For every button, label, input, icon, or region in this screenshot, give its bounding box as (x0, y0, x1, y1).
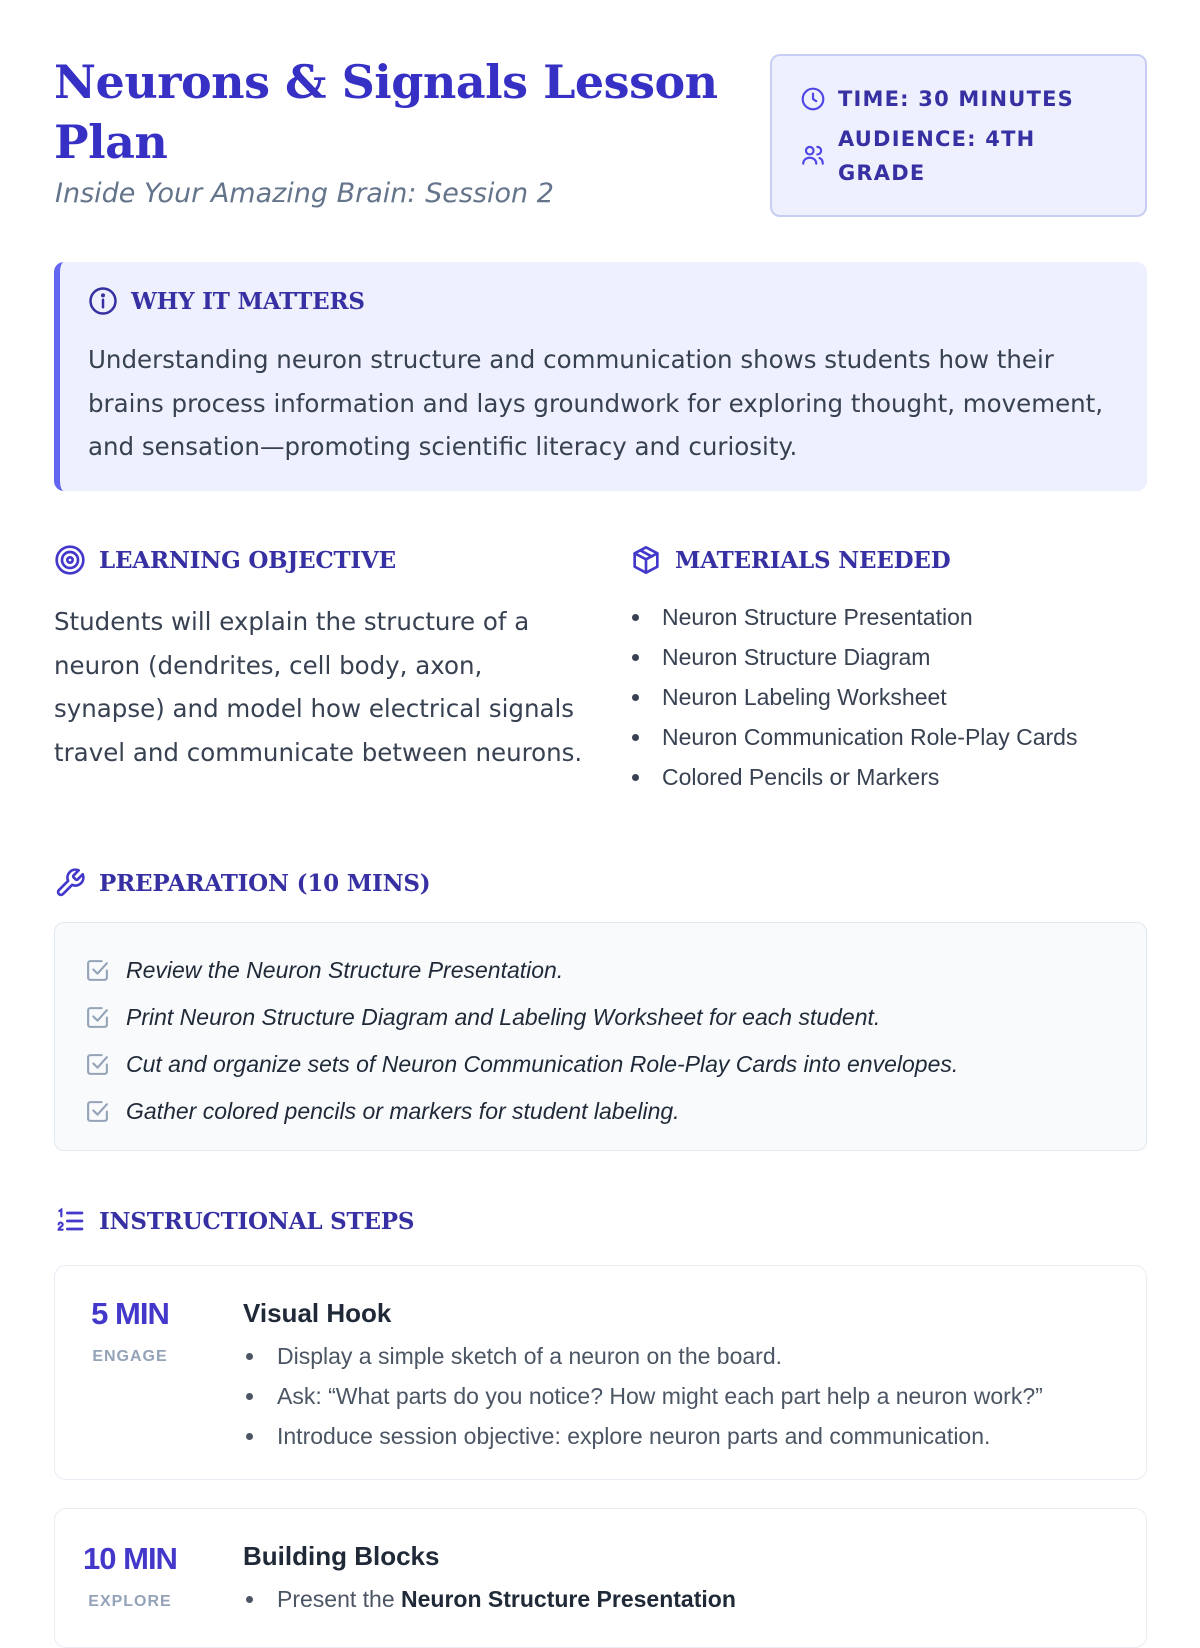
page-subtitle: Inside Your Amazing Brain: Session 2 (55, 178, 554, 209)
preparation-item-text: Print Neuron Structure Diagram and Labeling Worksheet for each student. (126, 1004, 881, 1030)
preparation-title: PREPARATION (10 MINS) (99, 869, 431, 897)
checkbox-checked-icon (85, 958, 110, 983)
list-item: Neuron Structure Diagram (630, 637, 1077, 677)
list-item (243, 1579, 736, 1619)
step-time: 5 MIN (91, 1296, 169, 1331)
materials-heading (630, 544, 951, 576)
learning-objective-title: LEARNING OBJECTIVE (99, 546, 396, 574)
why-it-matters-heading (88, 286, 365, 316)
checkbox-checked-icon (85, 1099, 110, 1124)
list-item: Neuron Structure Presentation (630, 597, 1077, 637)
materials-title: MATERIALS NEEDED (675, 546, 951, 574)
step-bullet-text: Present the (277, 1586, 402, 1612)
instructional-steps-title: INSTRUCTIONAL STEPS (99, 1207, 415, 1235)
clock-icon (800, 86, 826, 112)
lesson-meta-box (770, 54, 1147, 217)
meta-audience (800, 122, 1120, 190)
meta-time (800, 82, 1074, 116)
step-title: Visual Hook (243, 1298, 392, 1328)
list-item (85, 994, 958, 1041)
step-bullet-bold: Neuron Structure Presentation (401, 1586, 736, 1612)
page-title: Neurons & Signals Lesson Plan (54, 55, 718, 169)
step-bullets (243, 1336, 1043, 1456)
preparation-item-text: Cut and organize sets of Neuron Communication Role-Play Cards into envelopes. (126, 1051, 959, 1077)
preparation-list (85, 947, 958, 1135)
preparation-item-text: Review the Neuron Structure Presentation. (126, 957, 564, 983)
list-item: Display a simple sketch of a neuron on the board. (243, 1336, 1043, 1376)
package-icon (630, 544, 662, 576)
info-icon (88, 286, 118, 316)
checkbox-checked-icon (85, 1052, 110, 1077)
list-item (85, 1088, 958, 1135)
checkbox-checked-icon (85, 1005, 110, 1030)
meta-audience-text: AUDIENCE: 4TH GRADE (838, 127, 1036, 185)
users-icon (800, 142, 826, 168)
step-title: Building Blocks (243, 1541, 440, 1571)
list-item: Ask: “What parts do you notice? How might each part help a neuron work?” (243, 1376, 1043, 1416)
learning-objective-heading (54, 544, 396, 576)
step-card (54, 1508, 1147, 1648)
target-icon (54, 544, 86, 576)
preparation-heading (54, 867, 430, 899)
wrench-icon (54, 867, 86, 899)
step-time: 10 MIN (83, 1541, 177, 1576)
preparation-item-text: Gather colored pencils or markers for student labeling. (126, 1098, 680, 1124)
materials-list (630, 597, 1077, 797)
list-item: Introduce session objective: explore neuron parts and communication. (243, 1416, 1043, 1456)
preparation-box (54, 922, 1147, 1151)
list-item: Neuron Labeling Worksheet (630, 677, 1077, 717)
step-phase: ENGAGE (92, 1348, 168, 1365)
step-bullets (243, 1579, 736, 1619)
why-it-matters-callout (54, 262, 1147, 491)
step-phase: EXPLORE (88, 1593, 172, 1610)
meta-time-text: TIME: 30 MINUTES (838, 87, 1074, 111)
list-item (85, 1041, 958, 1088)
list-item (85, 947, 958, 994)
instructional-steps-heading (54, 1205, 414, 1237)
numbered-list-icon (54, 1205, 86, 1237)
list-item: Colored Pencils or Markers (630, 757, 1077, 797)
learning-objective-text: Students will explain the structure of a neuron (dendrites, cell body, axon, synapse) and model how electrical signals travel and communicate between neurons. (54, 607, 583, 767)
list-item: Neuron Communication Role-Play Cards (630, 717, 1077, 757)
step-card (54, 1265, 1147, 1480)
why-it-matters-text: Understanding neuron structure and communication shows students how their brains process information and lays groundwork for exploring thought, movement, and sensation—promoting scientific literacy and curiosity. (88, 345, 1104, 461)
why-it-matters-title: WHY IT MATTERS (131, 287, 365, 315)
